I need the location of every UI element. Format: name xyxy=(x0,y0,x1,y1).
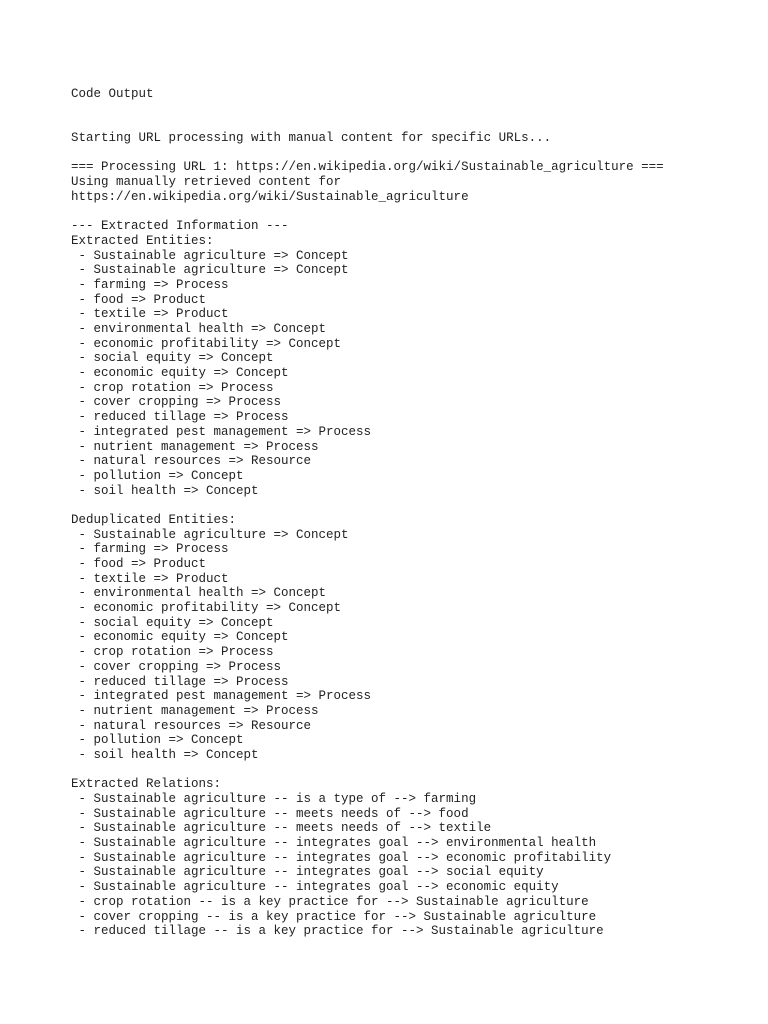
entity-list-item: - farming => Process xyxy=(71,542,229,557)
extracted-relations-section xyxy=(71,777,751,939)
relation-list-item: - Sustainable agriculture -- integrates goal --> economic profitability xyxy=(71,850,612,865)
extracted-info-section xyxy=(71,219,751,498)
relation-list-item: - cover cropping -- is a key practice for --> Sustainable agriculture xyxy=(71,909,597,924)
entity-list-item: - food => Product xyxy=(71,557,207,572)
entity-list-item: - cover cropping => Process xyxy=(71,395,282,410)
relation-list-item: - Sustainable agriculture -- integrates goal --> economic equity xyxy=(71,880,559,895)
extracted-relations-title: Extracted Relations: xyxy=(71,777,222,792)
entity-list-item: - textile => Product xyxy=(71,571,229,586)
entity-list-item: - Sustainable agriculture => Concept xyxy=(71,263,349,278)
deduplicated-entities-list xyxy=(71,528,751,763)
entity-list-item: - Sustainable agriculture => Concept xyxy=(71,527,349,542)
relation-list-item: - Sustainable agriculture -- integrates goal --> social equity xyxy=(71,865,544,880)
entity-list-item: - cover cropping => Process xyxy=(71,659,282,674)
entity-list-item: - textile => Product xyxy=(71,307,229,322)
page-title: Code Output xyxy=(71,87,154,101)
intro-text: Starting URL processing with manual content for specific URLs... xyxy=(71,131,552,146)
entity-list-item: - Sustainable agriculture => Concept xyxy=(71,248,349,263)
entity-list-item: - reduced tillage => Process xyxy=(71,674,289,689)
entity-list-item: - economic profitability => Concept xyxy=(71,336,342,351)
extracted-entities-list xyxy=(71,249,751,499)
entity-list-item: - soil health => Concept xyxy=(71,747,259,762)
relation-list-item: - Sustainable agriculture -- integrates goal --> environmental health xyxy=(71,836,597,851)
relation-list-item: - Sustainable agriculture -- meets needs of --> food xyxy=(71,806,469,821)
entity-list-item: - economic equity => Concept xyxy=(71,630,289,645)
entity-list-item: - nutrient management => Process xyxy=(71,439,319,454)
entity-list-item: - social equity => Concept xyxy=(71,615,274,630)
extracted-relations-list xyxy=(71,792,751,939)
entity-list-item: - natural resources => Resource xyxy=(71,718,312,733)
entity-list-item: - economic equity => Concept xyxy=(71,366,289,381)
entity-list-item: - social equity => Concept xyxy=(71,351,274,366)
entity-list-item: - natural resources => Resource xyxy=(71,454,312,469)
processing-note-line: Using manually retrieved content for xyxy=(71,175,342,190)
entity-list-item: - integrated pest management => Process xyxy=(71,689,372,704)
entity-list-item: - integrated pest management => Process xyxy=(71,424,372,439)
entity-list-item: - economic profitability => Concept xyxy=(71,601,342,616)
entity-list-item: - environmental health => Concept xyxy=(71,322,327,337)
entity-list-item: - soil health => Concept xyxy=(71,483,259,498)
entity-list-item: - farming => Process xyxy=(71,277,229,292)
entity-list-item: - environmental health => Concept xyxy=(71,586,327,601)
entity-list-item: - pollution => Concept xyxy=(71,733,244,748)
processing-header: === Processing URL 1: https://en.wikipedia.org/wiki/Sustainable_agriculture === xyxy=(71,160,664,175)
entity-list-item: - reduced tillage => Process xyxy=(71,410,289,425)
processing-block xyxy=(71,160,751,204)
extracted-info-header: --- Extracted Information --- xyxy=(71,219,289,234)
entity-list-item: - nutrient management => Process xyxy=(71,703,319,718)
relation-list-item: - crop rotation -- is a key practice for --> Sustainable agriculture xyxy=(71,894,589,909)
deduplicated-entities-section xyxy=(71,513,751,763)
entity-list-item: - food => Product xyxy=(71,292,207,307)
code-output-document xyxy=(71,87,751,939)
entity-list-item: - pollution => Concept xyxy=(71,468,244,483)
entity-list-item: - crop rotation => Process xyxy=(71,380,274,395)
relation-list-item: - Sustainable agriculture -- is a type of --> farming xyxy=(71,792,477,807)
extracted-entities-title: Extracted Entities: xyxy=(71,233,214,248)
processing-note-line: https://en.wikipedia.org/wiki/Sustainable_agriculture xyxy=(71,189,469,204)
relation-list-item: - Sustainable agriculture -- meets needs of --> textile xyxy=(71,821,492,836)
deduplicated-entities-title: Deduplicated Entities: xyxy=(71,512,237,527)
entity-list-item: - crop rotation => Process xyxy=(71,645,274,660)
relation-list-item: - reduced tillage -- is a key practice for --> Sustainable agriculture xyxy=(71,924,604,939)
